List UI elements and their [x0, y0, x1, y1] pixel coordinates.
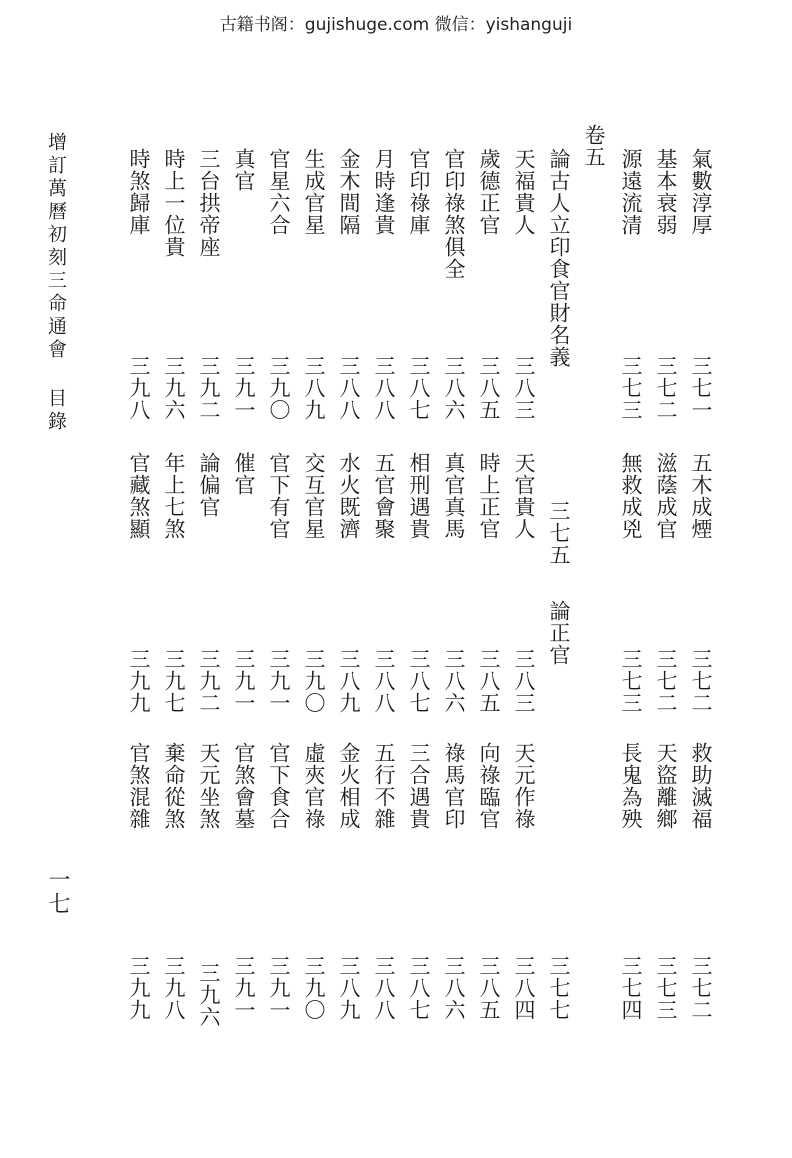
- section-label: 目錄: [45, 388, 67, 434]
- toc-entry: 天福貴人: [512, 148, 536, 236]
- toc-page-ref: 三八四: [512, 955, 536, 1021]
- toc-page-ref: 三八八: [372, 355, 396, 421]
- toc-entry: 向祿臨官: [477, 742, 501, 830]
- toc-entry: 三台拱帝座: [197, 148, 221, 258]
- toc-page-ref: 三九九: [127, 955, 151, 1021]
- toc-entry: 官藏煞顯: [127, 452, 151, 540]
- toc-entry: 催官: [232, 452, 256, 496]
- toc-entry: 真官: [232, 148, 256, 192]
- toc-page-ref: 三七二: [654, 355, 678, 421]
- toc-entry: 五木成煙: [689, 452, 713, 540]
- toc-page-ref: 三九二: [197, 648, 221, 714]
- toc-page-ref: 三七三: [654, 955, 678, 1021]
- toc-page-ref: 三八五: [477, 955, 501, 1021]
- toc-entry: 祿馬官印: [442, 742, 466, 830]
- toc-entry: 金木間隔: [337, 148, 361, 236]
- toc-page-ref: 三八七: [407, 955, 431, 1021]
- toc-page-ref: 三八五: [477, 355, 501, 421]
- toc-entry: 無救成兇: [619, 452, 643, 540]
- toc-page-ref: 三七二: [654, 648, 678, 714]
- toc-entry: 卷五: [582, 124, 606, 168]
- toc-entry: 相刑遇貴: [407, 452, 431, 540]
- toc-entry: 天元坐煞: [197, 742, 221, 830]
- toc-page-ref: 三九二: [197, 355, 221, 421]
- book-title: 增訂萬曆初刻三命通會: [45, 132, 67, 362]
- toc-entry: 水火既濟: [337, 452, 361, 540]
- toc-entry: 天盜離鄉: [654, 742, 678, 830]
- toc-page-ref: 三九一: [232, 955, 256, 1021]
- toc-page-ref: 三九〇: [267, 355, 291, 421]
- toc-entry: 基本衰弱: [654, 148, 678, 236]
- toc-page-ref: 三八九: [337, 955, 361, 1021]
- toc-page-ref: 三八七: [407, 355, 431, 421]
- toc-entry: 歲德正官: [477, 148, 501, 236]
- toc-page-ref: 三九一: [267, 648, 291, 714]
- toc-page-ref: 三八六: [442, 355, 466, 421]
- toc-entry: 氣數淳厚: [689, 148, 713, 236]
- toc-page-ref: 三八九: [337, 648, 361, 714]
- toc-entry: 真官真馬: [442, 452, 466, 540]
- toc-entry: 天元作祿: [512, 742, 536, 830]
- toc-page-ref: 三九一: [267, 955, 291, 1021]
- toc-entry: 論正官: [547, 600, 571, 666]
- toc-page-ref: 三八九: [302, 355, 326, 421]
- toc-entry: 交互官星: [302, 452, 326, 540]
- toc-entry: 長鬼為殃: [619, 742, 643, 830]
- toc-page-ref: 三九六: [197, 962, 221, 1028]
- toc-entry: 棄命從煞: [162, 742, 186, 830]
- toc-page-ref: 三九六: [162, 355, 186, 421]
- toc-page-ref: 三八六: [442, 648, 466, 714]
- toc-page-ref: 三八六: [442, 955, 466, 1021]
- toc-entry: 論偏官: [197, 452, 221, 518]
- watermark-header: 古籍书阁：gujishuge.com 微信：yishanguji: [219, 15, 573, 35]
- toc-entry: 官印祿煞俱全: [442, 148, 466, 280]
- toc-entry: 源遠流清: [619, 148, 643, 236]
- toc-entry: 月時逢貴: [372, 148, 396, 236]
- toc-page-ref: 三八八: [372, 955, 396, 1021]
- toc-entry: 時上正官: [477, 452, 501, 540]
- toc-entry: 生成官星: [302, 148, 326, 236]
- toc-entry: 金火相成: [337, 742, 361, 830]
- toc-page-ref: 三七五: [547, 500, 571, 566]
- toc-page-ref: 三七一: [689, 355, 713, 421]
- toc-page-ref: 三八五: [477, 648, 501, 714]
- toc-page-ref: 三九〇: [302, 648, 326, 714]
- toc-entry: 官印祿庫: [407, 148, 431, 236]
- toc-page-ref: 三八八: [337, 355, 361, 421]
- toc-entry: 五官會聚: [372, 452, 396, 540]
- toc-page-ref: 三九一: [232, 648, 256, 714]
- toc-page-ref: 三七二: [689, 648, 713, 714]
- toc-entry: 天官貴人: [512, 452, 536, 540]
- toc-entry: 官下食合: [267, 742, 291, 830]
- toc-page-ref: 三八七: [407, 648, 431, 714]
- toc-page-ref: 三七四: [619, 955, 643, 1021]
- toc-page-ref: 三九九: [127, 648, 151, 714]
- toc-page-ref: 三八三: [512, 648, 536, 714]
- toc-entry: 五行不雜: [372, 742, 396, 830]
- toc-page-ref: 三九七: [162, 648, 186, 714]
- toc-entry: 年上七煞: [162, 452, 186, 540]
- toc-page-ref: 三八八: [372, 648, 396, 714]
- toc-entry: 三合遇貴: [407, 742, 431, 830]
- toc-entry: 虛夾官祿: [302, 742, 326, 830]
- toc-entry: 官煞混雜: [127, 742, 151, 830]
- toc-page-ref: 三七三: [619, 648, 643, 714]
- toc-entry: 論古人立印食官財名義: [547, 148, 571, 368]
- toc-page-ref: 三八三: [512, 355, 536, 421]
- toc-entry: 時煞歸庫: [127, 148, 151, 236]
- toc-entry: 時上一位貴: [162, 148, 186, 258]
- toc-page-ref: 三九八: [162, 955, 186, 1021]
- toc-page-ref: 三九一: [232, 355, 256, 421]
- page-number: 一七: [45, 868, 70, 916]
- toc-entry: 滋蔭成官: [654, 452, 678, 540]
- toc-entry: 官下有官: [267, 452, 291, 540]
- toc-entry: 官煞會墓: [232, 742, 256, 830]
- toc-entry: 救助滅福: [689, 742, 713, 830]
- toc-page-ref: 三七二: [689, 955, 713, 1021]
- toc-page-ref: 三七三: [619, 355, 643, 421]
- toc-page-ref: 三九〇: [302, 955, 326, 1021]
- toc-page-ref: 三七七: [547, 955, 571, 1021]
- toc-page-ref: 三九八: [127, 355, 151, 421]
- toc-entry: 官星六合: [267, 148, 291, 236]
